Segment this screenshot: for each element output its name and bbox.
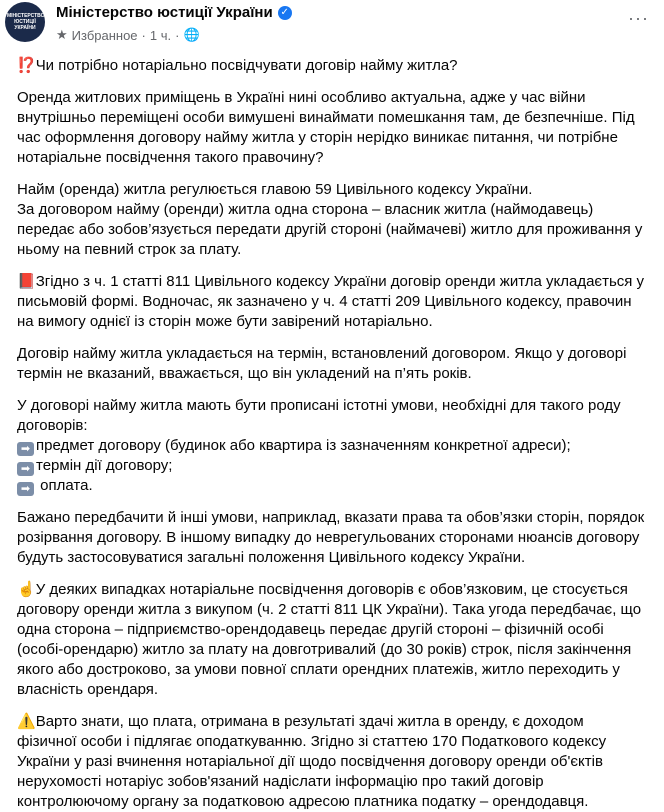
- list-item: [17, 437, 571, 454]
- paragraph-8: [17, 712, 647, 812]
- favorites-label: Избранное: [71, 27, 138, 43]
- paragraph-5: [17, 396, 647, 496]
- exclamation-question-icon: ⁉️: [17, 57, 36, 74]
- paragraph-2-line-2: За договором найму (оренди) житла одна сторона – власник житла (наймодавець) передає або зобов’язується передати другій стороні (наймачеві) житло для проживання у ньому на певний строк за плату.: [17, 201, 643, 258]
- list-item: [17, 477, 93, 494]
- paragraph-7: [17, 580, 647, 700]
- post-title-text: Чи потрібно нотаріально посвідчувати договір найму житла?: [35, 57, 458, 74]
- red-book-icon: 📕: [17, 273, 36, 290]
- avatar[interactable]: [5, 2, 45, 42]
- paragraph-3-text: Згідно з ч. 1 статті 811 Цивільного кодексу України договір оренди житла укладається у письмовій формі. Водночас, як зазначено у ч. 4 статті 209 Цивільного кодексу, правочин на вимогу однієї із сторін може бути завірений нотаріально.: [17, 273, 645, 330]
- paragraph-5-intro: У договорі найму житла мають бути прописані істотні умови, необхідні для такого роду договорів:: [17, 397, 621, 434]
- list-item: [17, 457, 172, 474]
- post-body: [0, 56, 664, 812]
- paragraph-8-text: Варто знати, що плата, отримана в результаті здачі житла в оренду, є доходом фізичної особи і підлягає оподаткуванню. Згідно зі статтею 170 Податкового кодексу України у разі вчинення нотаріальної дії щодо посвідчення договору оренди об'єктів нерухомості нотаріус зобов'язаний надіслати інформацію про такий договір контролюючому органу за податковою адресою платника податку – орендодавця.: [17, 713, 607, 810]
- meta-separator-2: ·: [175, 27, 180, 43]
- star-icon: ★: [56, 27, 68, 42]
- arrow-right-icon: ➡: [17, 442, 34, 456]
- list-item-text: предмет договору (будинок або квартира із зазначенням конкретної адреси);: [36, 437, 571, 454]
- globe-icon[interactable]: 🌐: [183, 27, 200, 42]
- paragraph-3: [17, 272, 647, 332]
- post-title: [17, 56, 647, 76]
- meta-separator: ·: [141, 27, 146, 43]
- arrow-right-icon: ➡: [17, 482, 34, 496]
- arrow-right-icon: ➡: [17, 462, 34, 476]
- pointing-up-icon: ☝️: [17, 581, 36, 598]
- list-item-text: оплата.: [36, 477, 93, 494]
- list-item-text: термін дії договору;: [36, 457, 173, 474]
- page-name-link[interactable]: [56, 4, 292, 21]
- paragraph-2: [17, 180, 647, 260]
- paragraph-7-text: У деяких випадках нотаріальне посвідчення договорів є обов’язковим, це стосується договору оренди житла з викупом (ч. 2 статті 811 ЦК України). Така угода передбачає, що одна сторона – підприємство-орендодавець передає другій стороні – фізичній особі (особі-орендарю) житло за плату на довготривалий (до 30 років) строк, після закінчення якого або достроково, за умови повної сплати орендних платежів, житло переходить у власність орендаря.: [17, 581, 642, 698]
- avatar-logo-text: МІНІСТЕРСТВО ЮСТИЦІЇ УКРАЇНИ: [7, 13, 45, 31]
- paragraph-1: Оренда житлових приміщень в Україні нині особливо актуальна, адже у час війни внутрішньо переміщені особи вимушені винаймати помешкання там, де безпечніше. Під час оформлення договору найму житла у сторін нерідко виникає питання, чи потрібне нотаріальне посвідчення такого правочину?: [17, 89, 635, 166]
- post-header: [0, 0, 664, 56]
- paragraph-6: Бажано передбачити й інші умови, наприклад, вказати права та обов’язки сторін, порядок розірвання договору. В іншому випадку до неврегульованих сторонами нюансів договору будуть застосовуватися загальні положення Цивільного кодексу України.: [17, 509, 645, 566]
- post-meta: [56, 27, 200, 43]
- more-options-icon[interactable]: ···: [628, 8, 649, 28]
- verified-badge-icon: ✓: [278, 6, 292, 20]
- paragraph-2-line-1: Найм (оренда) житла регулюється главою 59 Цивільного кодексу України.: [17, 181, 533, 198]
- warning-icon: ⚠️: [17, 713, 36, 730]
- paragraph-4: Договір найму житла укладається на термін, встановлений договором. Якщо у договорі термін не вказаний, вважається, що він укладений на п’ять років.: [17, 345, 627, 382]
- post-time-link[interactable]: 1 ч.: [149, 27, 172, 43]
- page-name: Міністерство юстиції України: [56, 4, 273, 21]
